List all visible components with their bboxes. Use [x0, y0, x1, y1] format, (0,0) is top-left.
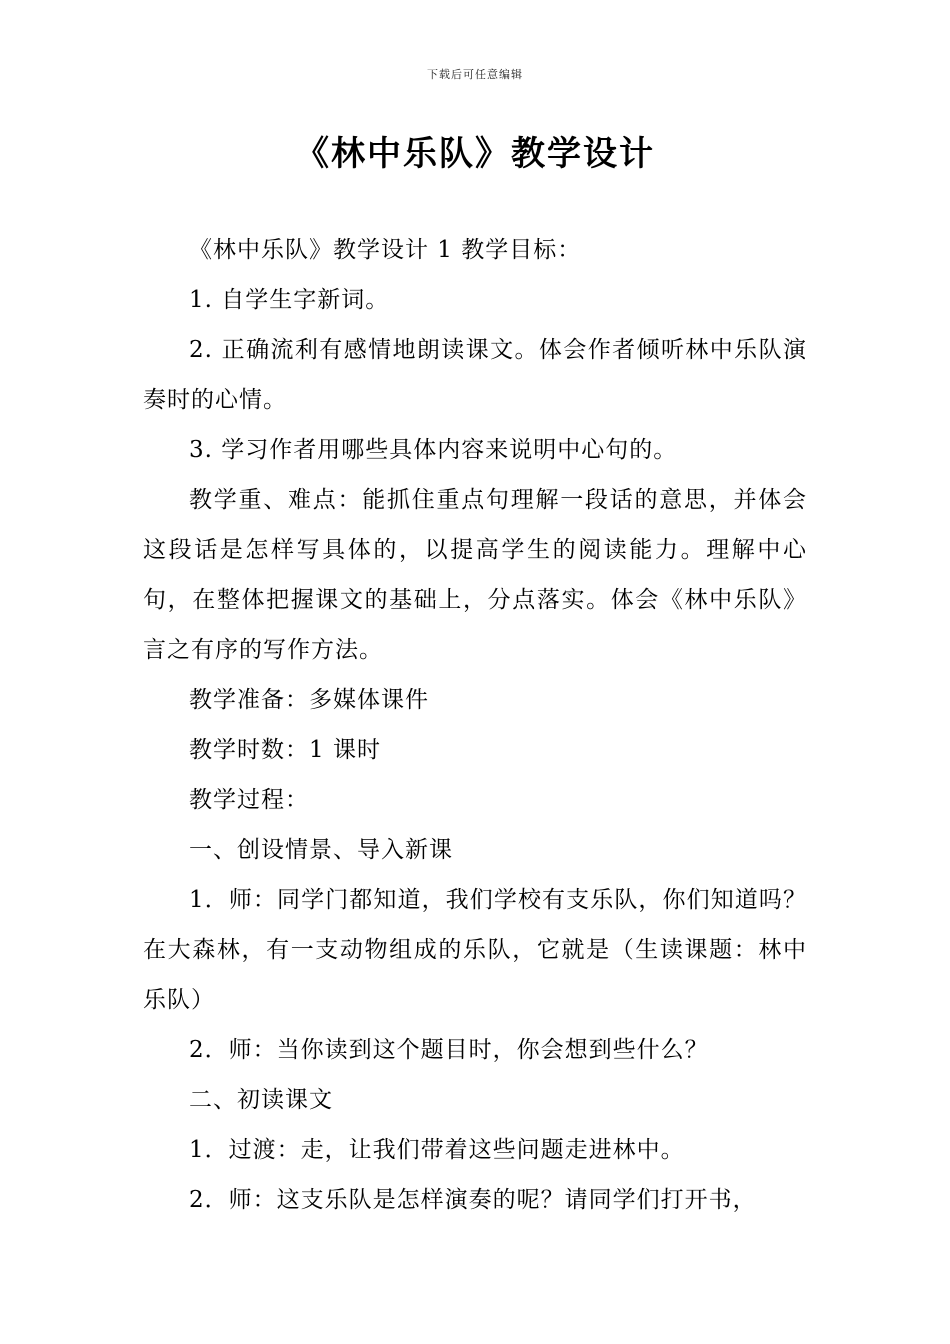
paragraph: 3. 学习作者用哪些具体内容来说明中心句的。: [189, 437, 678, 463]
paragraph: 1．过渡：走，让我们带着这些问题走进林中。: [189, 1137, 685, 1163]
paragraph: 1．师：同学门都知道，我们学校有支乐队，你们知道吗？在大森林，有一支动物组成的乐队，它就是（生读课题：林中乐队）: [143, 887, 807, 1013]
paragraph: 2．师：当你读到这个题目时，你会想到些什么？: [189, 1037, 709, 1063]
paragraph: 教学过程：: [189, 787, 309, 813]
document-title: 《林中乐队》教学设计: [295, 134, 655, 174]
paragraph: 1. 自学生字新词。: [189, 287, 390, 313]
paragraph: 教学时数：1 课时: [189, 737, 381, 763]
paragraph: 教学重、难点：能抓住重点句理解一段话的意思，并体会这段话是怎样写具体的，以提高学生的阅读能力。理解中心句，在整体把握课文的基础上，分点落实。体会《林中乐队》言之有序的写作方法。: [143, 487, 807, 663]
document-body: [143, 225, 807, 1225]
paragraph: 教学准备：多媒体课件: [189, 687, 429, 713]
paragraph: 二、初读课文: [189, 1087, 333, 1113]
paragraph: 《林中乐队》教学设计 1 教学目标：: [189, 237, 582, 263]
paragraph: 2. 正确流利有感情地朗读课文。体会作者倾听林中乐队演奏时的心情。: [143, 337, 807, 413]
paragraph: 2．师：这支乐队是怎样演奏的呢？请同学们打开书，: [189, 1187, 757, 1213]
paragraph: 一、创设情景、导入新课: [189, 837, 453, 863]
header-note: 下载后可任意编辑: [427, 68, 523, 81]
